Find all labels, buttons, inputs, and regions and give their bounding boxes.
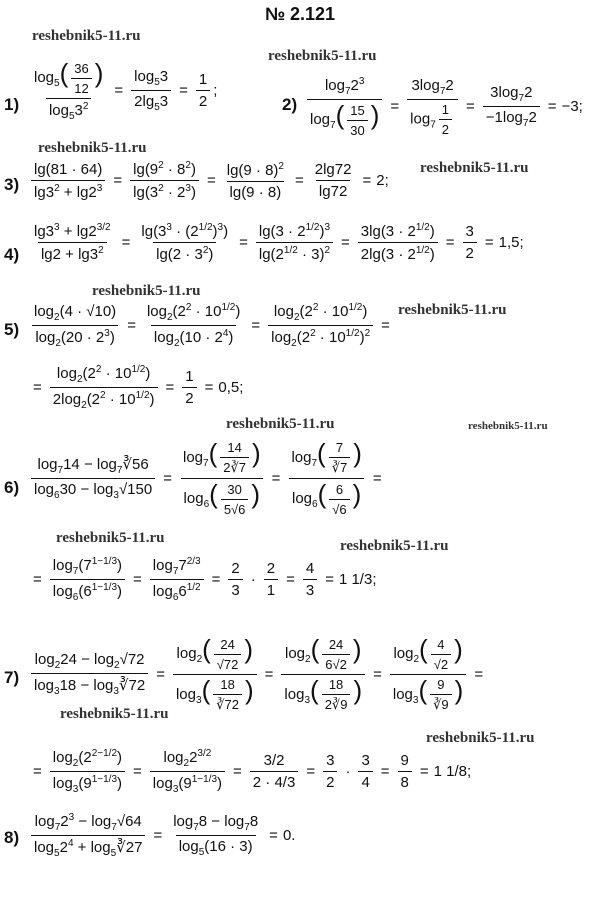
item-label: 7): [4, 668, 20, 687]
item-label: 2): [282, 95, 298, 114]
equation-2: $\log_72^3$ $\log_7$( $\frac{15}{30}$ ) = $3\log_72$ $\log_7$ $\frac{1}{2}$ = $\frac{3\log_72}{-1\log_72}$ = −3 ;: [304, 76, 583, 138]
equation-7: $\frac{\log_224 - \log_2√72}{\log_318 - \log_3∛72}$ = $\log_2$( $\frac{24}{√72}$ ) $\log_3$( $\frac{18}{∛72}$ ) = $\log_2$( $\frac{24}{6√2}$ ) $\log_3$( $\frac{18}{2∛9}$ ) = $\log_2$( $\frac{4}{√2}$ ) $\log_3$( $\frac{9}{∛9}$ ) =: [28, 636, 488, 713]
equation-5-cont: = $\frac{\log_2(2^2 \cdot 10^{1/2})}{2\log_2(2^2 \cdot 10^{1/2})}$ = $\frac{1}{2}$ = 0,5 ;: [33, 364, 244, 411]
result-4: 1,5: [498, 234, 520, 251]
watermark: reshebnik5-11.ru: [468, 420, 548, 432]
item-label: 4): [4, 245, 20, 264]
watermark: reshebnik5-11.ru: [420, 160, 529, 176]
equation-5: $\frac{\log_2(4 \cdot √10)}{\log_2(20 \cdot 2^3)}$ = $\frac{\log_2(2^2 \cdot 10^{1/2})}{\log_2(10 \cdot 2^4)}$ = $\frac{\log_2(2^2 \cdot 10^{1/2})}{\log_2(2^2 \cdot 10^{1/2})^2}$ =: [34, 302, 390, 349]
watermark: reshebnik5-11.ru: [226, 416, 335, 432]
item-label: 1): [4, 95, 20, 114]
equation-3: $\frac{\lg(81 \cdot 64)}{\lg 3^2 + \lg 2^3}$ = $\frac{\lg(9^2 \cdot 8^2)}{\lg(3^2 \cdot 2^3)}$ = $\frac{\lg(9 \cdot 8)^2}{\lg(9 \cdot 8)}$ = $\frac{2\lg 72}{\lg 72}$ = 2 ;: [28, 160, 389, 201]
result-5: 0,5: [218, 379, 240, 396]
watermark: reshebnik5-11.ru: [60, 706, 169, 722]
watermark: reshebnik5-11.ru: [56, 530, 165, 546]
item-label: 6): [4, 478, 20, 497]
watermark: reshebnik5-11.ru: [340, 538, 449, 554]
equation-4: $\frac{\lg 3^3 + \lg 2^{3/2}}{\lg 2 + \lg 3^2}$ = $\frac{\lg(3^3 \cdot (2^{1/2})^3)}{\lg(2 \cdot 3^2)}$ = $\frac{\lg(3 \cdot 2^{1/2})^3}{\lg(2^{1/2} \cdot 3)^2}$ = $\frac{3\lg(3 \cdot 2^{1/2})}{2\lg(3 \cdot 2^{1/2})}$ = $\frac{3}{2}$ = 1,5 ;: [34, 222, 524, 263]
equation-6-cont: = $\frac{\log_7(7^{1-1/3})}{\log_6(6^{1-1/3})}$ = $\frac{\log_77^{2/3}}{\log_66^{1/2}}$ = $\frac{2}{3}$ · $\frac{2}{1}$ = $\frac{4}{3}$ = 1 1/3 ;: [33, 556, 377, 603]
item-label: 5): [4, 320, 20, 339]
watermark: reshebnik5-11.ru: [38, 140, 147, 156]
watermark: reshebnik5-11.ru: [92, 283, 201, 299]
result-6: 1 1/3: [338, 571, 373, 588]
watermark: reshebnik5-11.ru: [268, 48, 377, 64]
equation-6: $\frac{\log_714 - \log_7∛56}{\log_630 - \log_3√150}$ = $\log_7$( $\frac{14}{2∛7}$ ) $\log_6$( $\frac{30}{5√6}$ ) = $\log_7$( $\frac{7}{∛7}$ ) $\log_6$( $\frac{6}{√6}$ ) =: [28, 440, 387, 517]
page-title: № 2.121: [264, 4, 336, 24]
watermark: reshebnik5-11.ru: [426, 730, 535, 746]
watermark: reshebnik5-11.ru: [32, 28, 141, 44]
item-label: 3): [4, 175, 20, 194]
equation-7-cont: = $\frac{\log_2(2^{2-1/2})}{\log_3(9^{1-1/3})}$ = $\frac{\log_22^{3/2}}{\log_3(9^{1-1/3})}$ = $\frac{3/2}{2 \cdot 4/3}$ = $\frac{3}{2}$ · $\frac{3}{4}$ = $\frac{9}{8}$ = 1 1/8 ;: [33, 748, 472, 795]
watermark: reshebnik5-11.ru: [398, 302, 507, 318]
result-8: 0: [282, 827, 292, 844]
equation-1: $\log_5$( $\frac{36}{12}$ ) $\log_53^2$ = $\frac{\log_53}{2\lg_53}$ = $\frac{1}{2}$ ;: [34, 58, 218, 122]
result-2: −3: [561, 98, 579, 116]
equation-8: $\frac{\log_72^3 - \log_7√64}{\log_52^4 + \log_5∛27}$ = $\frac{\log_78 - \log_78}{\log_5(16 \cdot 3)}$ = 0 .: [28, 812, 295, 859]
result-7: 1 1/8: [433, 763, 468, 780]
result-3: 2: [376, 172, 385, 189]
item-label: 8): [4, 828, 20, 847]
